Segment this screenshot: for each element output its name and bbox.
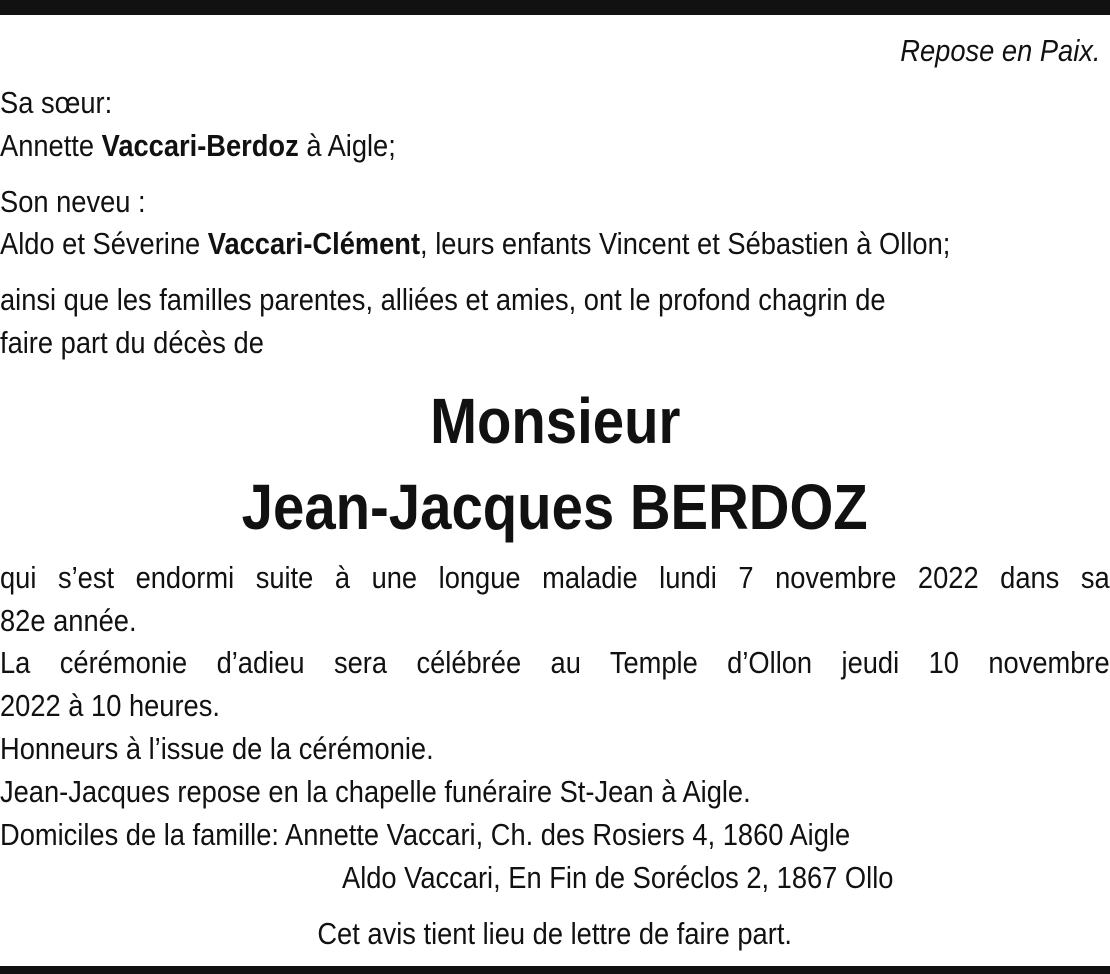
domicile-1: Annette Vaccari, Ch. des Rosiers 4, 1860 Aigle <box>285 817 851 852</box>
closing-line <box>0 913 1110 955</box>
domiciles-label: Domiciles de la famille: <box>0 817 286 852</box>
nephew-line <box>0 223 950 265</box>
sister-suffix: à Aigle; <box>298 128 396 163</box>
deceased-name-text: Jean-Jacques BERDOZ <box>242 471 868 543</box>
families-line-2: faire part du décès de <box>0 325 264 360</box>
nephew-prefix: Aldo et Séverine <box>0 226 208 261</box>
families-line-1: ainsi que les familles parentes, alliées et amies, ont le profond chagrin de <box>0 282 886 317</box>
honours-line: Honneurs à l’issue de la cérémonie. <box>0 731 434 766</box>
death-line-1: qui s’est endormi suite à une longue maladie lundi 7 novembre 2022 dans sa <box>0 560 1110 595</box>
motto: Repose en Paix. <box>899 33 1100 68</box>
ceremony-line-2: 2022 à 10 heures. <box>0 688 220 723</box>
sister-surname: Vaccari-Berdoz <box>101 128 299 163</box>
nephew-surname: Vaccari-Clément <box>207 226 421 261</box>
deceased-title-text: Monsieur <box>429 385 681 457</box>
domiciles-line-1 <box>0 814 850 856</box>
nephew-suffix: , leurs enfants Vincent et Sébastien à Ollon; <box>420 226 951 261</box>
chapel-line: Jean-Jacques repose en la chapelle funéraire St-Jean à Aigle. <box>0 774 751 809</box>
domicile-2: Aldo Vaccari, En Fin de Soréclos 2, 1867 Ollo <box>342 860 894 895</box>
closing-text: Cet avis tient lieu de lettre de faire part. <box>317 916 793 951</box>
sister-heading: Sa sœur: <box>0 85 113 120</box>
top-rule <box>0 0 1110 15</box>
bottom-rule <box>0 966 1110 974</box>
ceremony-line-1: La cérémonie d’adieu sera célébrée au Temple d’Ollon jeudi 10 novembre <box>0 645 1110 680</box>
sister-prefix: Annette <box>0 128 102 163</box>
deceased-name <box>0 469 1110 545</box>
death-line-2: 82e année. <box>0 603 137 638</box>
deceased-title <box>0 383 1110 459</box>
sister-line <box>0 125 396 167</box>
nephew-heading: Son neveu : <box>0 184 146 219</box>
